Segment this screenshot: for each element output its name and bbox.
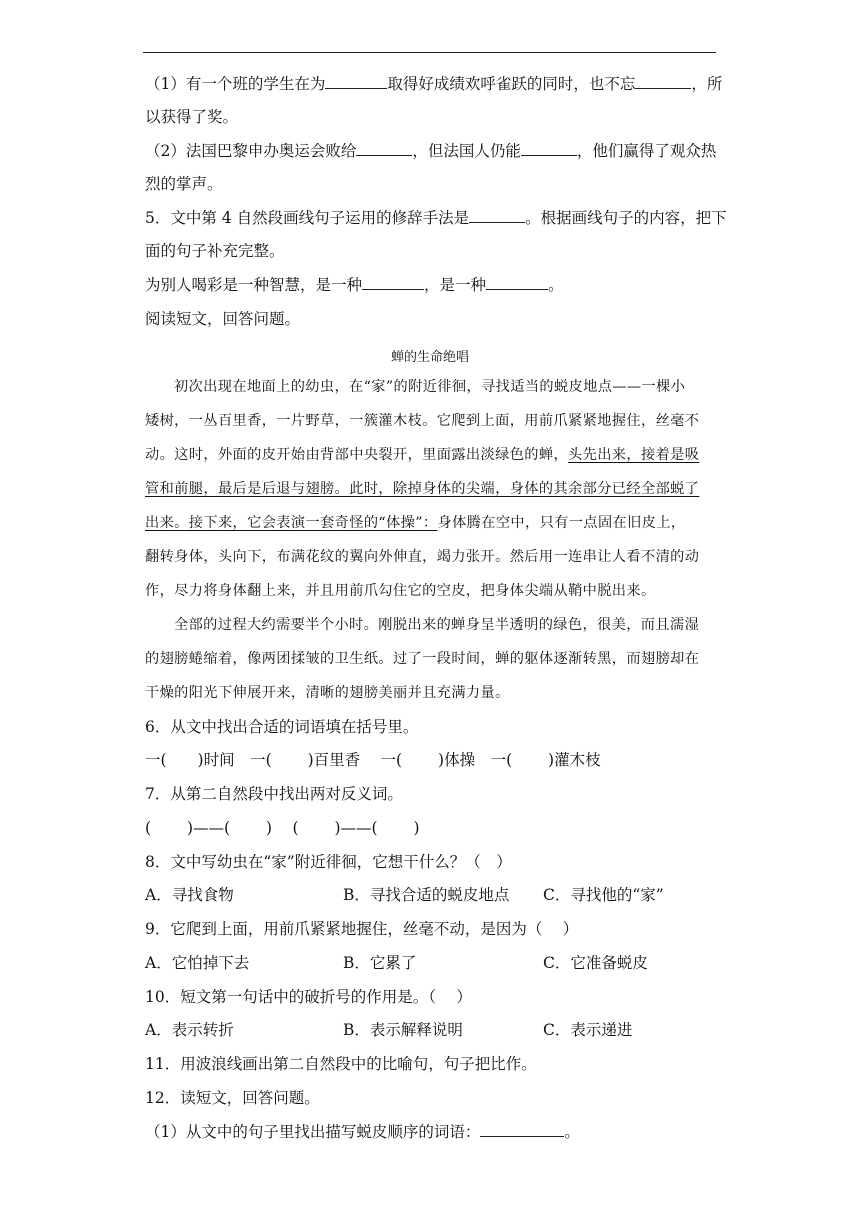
answer-blank[interactable]	[356, 141, 412, 156]
underlined-sentence: 出来。接下来，它会表演一套奇怪的“体操”：	[145, 515, 438, 531]
passage-p1-line5	[145, 513, 717, 533]
answer-blank[interactable]	[325, 74, 387, 89]
q4-item2-line2: 烈的掌声。	[145, 175, 223, 193]
q4-item1-line2: 以获得了奖。	[145, 108, 239, 126]
q7-fill-line[interactable]: ( )——( ) ( )——( )	[145, 819, 420, 837]
passage-title: 蝉的生命绝唱	[390, 350, 469, 365]
q10-option-c[interactable]: C．表示递进	[543, 1021, 633, 1039]
q6-stem: 6．从文中找出合适的词语填在括号里。	[145, 718, 419, 736]
header-rule	[143, 52, 716, 53]
passage-p1-line3	[145, 445, 717, 465]
q9-option-a[interactable]: A．它怕掉下去	[145, 954, 250, 972]
text-segment: 5．文中第 4 自然段画线句子运用的修辞手法是	[145, 209, 470, 227]
text-segment: 。	[564, 1123, 580, 1141]
q8-option-b[interactable]: B．寻找合适的蜕皮地点	[343, 886, 510, 904]
text-segment: ，所	[691, 75, 723, 93]
q8-option-c[interactable]: C．寻找他的“家”	[543, 886, 664, 904]
q9-option-c[interactable]: C．它准备蜕皮	[543, 954, 648, 972]
q8-stem: 8．文中写幼虫在“家”附近徘徊，它想干什么？（ ）	[145, 853, 512, 871]
q12-sub1	[145, 1122, 580, 1142]
q8-option-a[interactable]: A．寻找食物	[145, 886, 234, 904]
text-segment: 。根据画线句子的内容，把下	[525, 209, 727, 227]
q10-stem: 10．短文第一句话中的破折号的作用是。（ ）	[145, 988, 472, 1006]
q6-fill-line[interactable]: 一( )时间 一( )百里香 一( )体操 一( )灌木枝	[145, 751, 601, 769]
q5-line2: 面的句子补充完整。	[145, 242, 285, 260]
text-segment: ，但法国人仍能	[412, 142, 521, 160]
passage-p2-line1: 全部的过程大约需要半个小时。刚脱出来的蝉身呈半透明的绿色，很美，而且濡湿	[174, 617, 700, 633]
answer-blank[interactable]	[362, 275, 424, 290]
passage-p1-line7: 作，尽力将身体翻上来，并且用前爪勾住它的空皮，把身体尖端从鞘中脱出来。	[145, 583, 656, 599]
q7-stem: 7．从第二自然段中找出两对反义词。	[145, 785, 403, 803]
q4-item1-line1	[145, 74, 722, 94]
q10-option-a[interactable]: A．表示转折	[145, 1021, 234, 1039]
passage-p1-line4: 管和前腿，最后是后退与翅膀。此时，除掉身体的尖端，身体的其余部分已经全部蜕了	[145, 481, 700, 497]
passage-p2-line3: 干燥的阳光下伸展开来，清晰的翅膀美丽并且充满力量。	[145, 685, 510, 701]
text-segment: 。	[548, 276, 564, 294]
q4-item2-line1	[145, 141, 716, 161]
text-segment: ，他们赢得了观众热	[576, 142, 717, 160]
text-segment: 取得好成绩欢呼雀跃的同时，也不忘	[387, 75, 636, 93]
answer-blank[interactable]	[635, 74, 691, 89]
passage-p1-line1: 初次出现在地面上的幼虫，在“家”的附近徘徊，寻找适当的蜕皮地点——一棵小	[174, 379, 686, 395]
passage-p2-line2: 的翅膀蜷缩着，像两团揉皱的卫生纸。过了一段时间，蝉的躯体逐渐转黑，而翅膀却在	[145, 651, 700, 667]
q5-line1	[145, 208, 727, 228]
underlined-sentence: 头先出来，接着是吸	[568, 447, 700, 463]
text-segment: 为别人喝彩是一种智慧，是一种	[145, 276, 363, 294]
text-segment: （1）有一个班的学生在为	[145, 75, 326, 93]
text-segment: 身体腾在空中，只有一点固在旧皮上，	[437, 515, 686, 531]
q5-line3	[145, 275, 564, 295]
text-segment: ，是一种	[424, 276, 487, 294]
q9-stem: 9．它爬到上面，用前爪紧紧地握住，丝毫不动，是因为（ ）	[145, 920, 579, 938]
q11-stem: 11．用波浪线画出第二自然段中的比喻句，句子把比作。	[145, 1055, 537, 1073]
answer-blank[interactable]	[486, 275, 548, 290]
answer-blank[interactable]	[521, 141, 577, 156]
text-segment: 动。这时，外面的皮开始由背部中央裂开，里面露出淡绿色的蝉，	[145, 447, 569, 463]
passage-p1-line6: 翻转身体，头向下，布满花纹的翼向外伸直，竭力张开。然后用一连串让人看不清的动	[145, 549, 700, 565]
answer-blank[interactable]	[480, 1122, 564, 1137]
q10-option-b[interactable]: B．表示解释说明	[343, 1021, 463, 1039]
q9-option-b[interactable]: B．它累了	[343, 954, 417, 972]
text-segment: （2）法国巴黎申办奥运会败给	[145, 142, 357, 160]
text-segment: （1）从文中的句子里找出描写蜕皮顺序的词语：	[145, 1123, 481, 1141]
passage-p1-line2: 矮树，一丛百里香，一片野草，一簇灌木枝。它爬到上面，用前爪紧紧地握住，丝毫不	[145, 413, 700, 429]
reading-intro: 阅读短文，回答问题。	[145, 310, 301, 328]
answer-blank[interactable]	[469, 208, 525, 223]
q12-stem: 12．读短文，回答问题。	[145, 1089, 320, 1107]
